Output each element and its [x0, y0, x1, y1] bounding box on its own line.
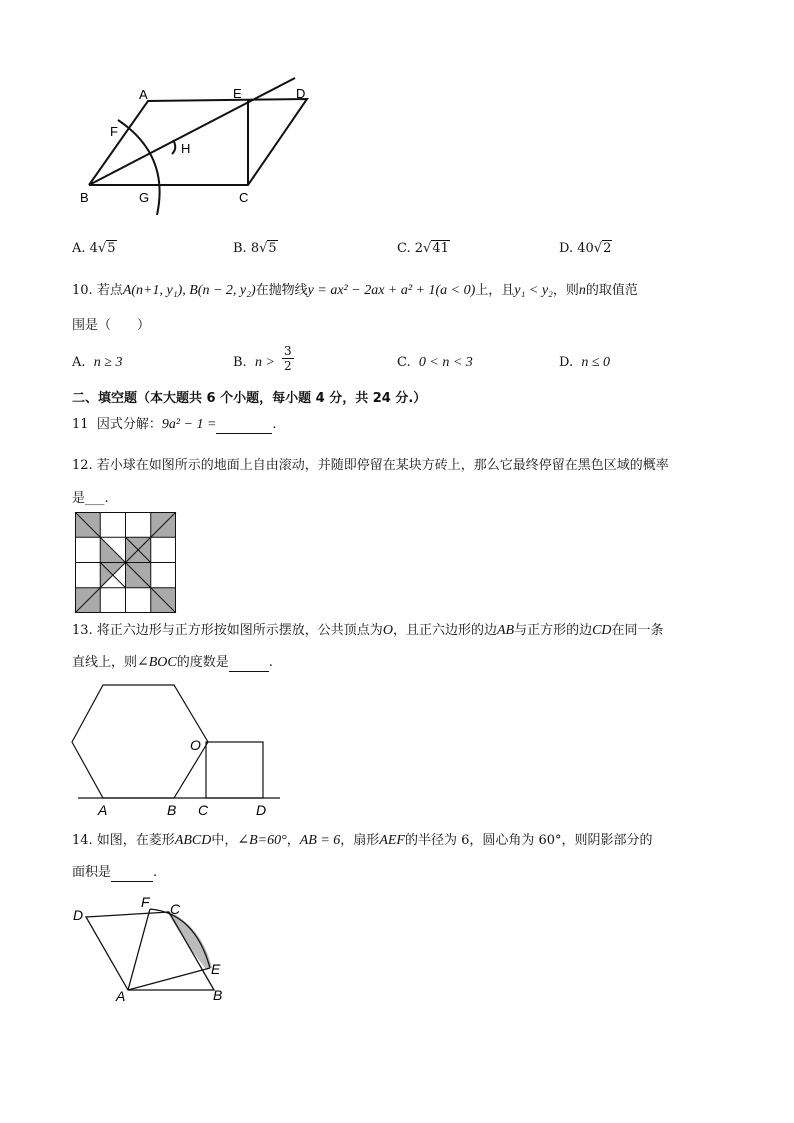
fig13-label-B: B	[167, 802, 177, 818]
fig13-label-A: A	[98, 802, 108, 818]
q11-answer-blank[interactable]	[216, 419, 272, 434]
q10-option-c[interactable]: C. 0 < n < 3	[397, 355, 473, 370]
q9-option-c[interactable]: C. 2√41	[397, 241, 449, 256]
q14-stem: 14. 如图，在菱形ABCD中，∠B=60°，AB = 6，扇形AEF的半径为 6，圆心角为 60°，则阴影部分的	[72, 833, 653, 848]
q9-option-b[interactable]: B. 8√5	[233, 241, 277, 256]
q9-option-d[interactable]: D. 40√2	[559, 241, 612, 256]
fig13-label-O: O	[190, 737, 201, 753]
q14-stem-line2: 面积是 .	[72, 865, 158, 880]
fig14-label-C: C	[170, 901, 181, 917]
q12-stem-line2: 是___.	[72, 491, 109, 506]
q11-stem: 11 因式分解：9a² − 1 = .	[72, 417, 277, 432]
q9-option-a[interactable]: A. 4√5	[72, 241, 116, 256]
section-title-fill-blank: 二、填空题（本大题共 6 个小题，每小题 4 分，共 24 分.）	[72, 391, 427, 406]
fig9-label-H: H	[181, 141, 191, 156]
q10-option-d[interactable]: D. n ≤ 0	[559, 355, 611, 370]
fig9-label-G: G	[139, 190, 150, 205]
figure-q12-tile-grid	[74, 512, 177, 613]
q12-stem: 12. 若小球在如图所示的地面上自由滚动，并随即停留在某块方砖上，那么它最终停留在黑色区域的概率	[72, 458, 669, 473]
figure-q13-hexagon-square	[70, 680, 282, 820]
fig9-label-E: E	[233, 86, 242, 101]
figure-q14-rhombus-sector	[70, 893, 230, 1005]
fig9-label-D: D	[296, 86, 306, 101]
figure-q9-parallelogram	[70, 70, 330, 215]
q13-stem: 13. 将正六边形与正方形按如图所示摆放，公共顶点为O，且正六边形的边AB与正方形的边CD在同一条	[72, 623, 664, 638]
q13-stem-line2: 直线上，则∠BOC的度数是 .	[72, 655, 273, 670]
fig14-label-E: E	[211, 961, 221, 977]
q14-answer-blank[interactable]	[111, 867, 153, 882]
fig14-label-A: A	[116, 988, 126, 1004]
q10-stem-line2: 围是（ ）	[72, 318, 151, 333]
fig14-label-D: D	[73, 907, 84, 923]
fig9-label-B: B	[80, 190, 89, 205]
fig9-label-A: A	[139, 87, 148, 102]
fig14-label-B: B	[213, 987, 223, 1003]
q10-stem: 10. 若点A(n+1, y₁), B(n − 2, y₂)在抛物线y = ax² − 2ax + a² + 1(a < 0)上，且y₁ < y₂，则n的取值范	[72, 283, 638, 298]
fig9-label-F: F	[110, 124, 118, 139]
q10-option-b[interactable]: B. n > $\frac{3}{2}$	[233, 344, 292, 373]
q10-option-a[interactable]: A. n ≥ 3	[72, 355, 123, 370]
fig13-label-D: D	[256, 802, 267, 818]
fig9-label-C: C	[239, 190, 249, 205]
q13-answer-blank[interactable]	[229, 657, 269, 672]
fig14-label-F: F	[141, 894, 150, 910]
fig13-label-C: C	[198, 802, 209, 818]
